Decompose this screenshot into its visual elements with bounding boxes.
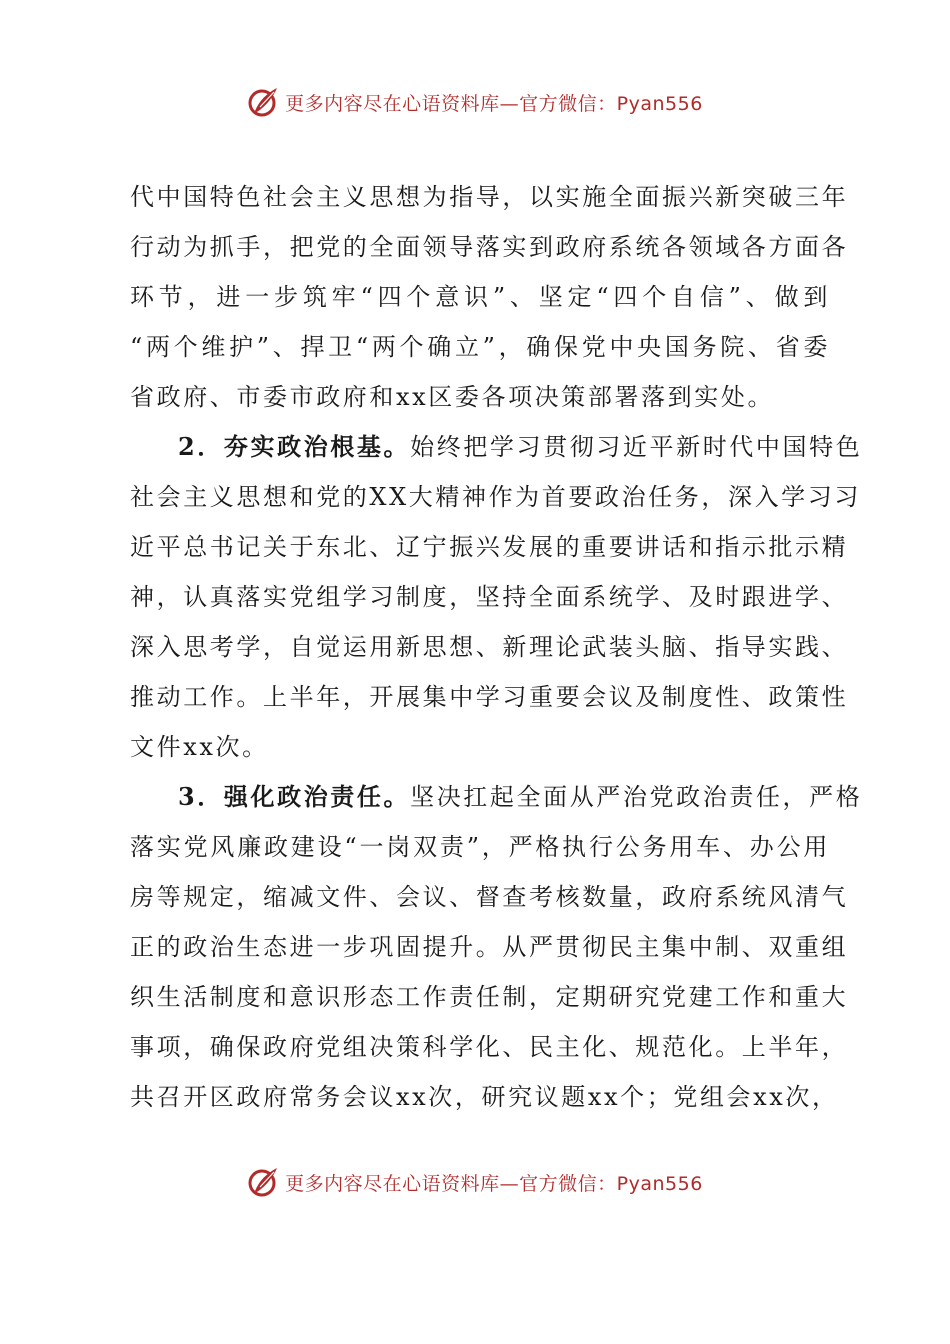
wechat-id: Pyan556 xyxy=(616,1172,703,1195)
paragraph-continuation xyxy=(130,172,849,422)
banner-text: 更多内容尽在心语资料库—官方微信：Pyan556 xyxy=(285,92,703,115)
text-run: 坚决扛起全面从严治党政治责任，严格 xyxy=(410,783,863,811)
text-line xyxy=(130,772,863,822)
text-line: 正的政治生态进一步巩固提升。从严贯彻民主集中制、双重组 xyxy=(130,933,849,961)
text-line: 深入思考学，自觉运用新思想、新理论武装头脑、指导实践、 xyxy=(130,633,849,661)
text-line: 社会主义思想和党的XX大精神作为首要政治任务，深入学习习 xyxy=(130,483,861,511)
text-line: “两个维护”、捍卫“两个确立”，确保党中央国务院、省委 xyxy=(130,333,830,361)
text-line: 环节，进一步筑牢“四个意识”、坚定“四个自信”、做到 xyxy=(130,283,830,311)
text-line: 落实党风廉政建设“一岗双责”，严格执行公务用车、办公用 xyxy=(130,833,830,861)
banner-text: 更多内容尽在心语资料库—官方微信：Pyan556 xyxy=(285,1172,703,1195)
paragraph-political-foundation xyxy=(130,422,863,772)
text-line: 省政府、市委市政府和xx区委各项决策部署落到实处。 xyxy=(130,383,775,411)
header-watermark-banner xyxy=(0,82,950,122)
text-run: 始终把学习贯彻习近平新时代中国特色 xyxy=(410,433,863,461)
document-body xyxy=(130,172,863,1122)
text-line: 文件xx次。 xyxy=(130,733,269,761)
text-line: 代中国特色社会主义思想为指导，以实施全面振兴新突破三年 xyxy=(130,183,849,211)
section-heading: 3．强化政治责任。 xyxy=(178,782,411,811)
text-line: 推动工作。上半年，开展集中学习重要会议及制度性、政策性 xyxy=(130,683,849,711)
text-line: 事项，确保政府党组决策科学化、民主化、规范化。上半年， xyxy=(130,1033,849,1061)
text-line xyxy=(130,422,863,472)
text-line: 行动为抓手，把党的全面领导落实到政府系统各领域各方面各 xyxy=(130,233,849,261)
text-line: 神，认真落实党组学习制度，坚持全面系统学、及时跟进学、 xyxy=(130,583,849,611)
text-line: 织生活制度和意识形态工作责任制，定期研究党建工作和重大 xyxy=(130,983,849,1011)
quill-logo-icon xyxy=(247,85,281,119)
footer-watermark-banner xyxy=(0,1162,950,1202)
text-line: 近平总书记关于东北、辽宁振兴发展的重要讲话和指示批示精 xyxy=(130,533,849,561)
wechat-id: Pyan556 xyxy=(616,92,703,115)
text-line: 共召开区政府常务会议xx次，研究议题xx个；党组会xx次， xyxy=(130,1083,839,1111)
section-heading: 2．夯实政治根基。 xyxy=(178,432,411,461)
quill-logo-icon xyxy=(247,1165,281,1199)
text-line: 房等规定，缩减文件、会议、督查考核数量，政府系统风清气 xyxy=(130,883,849,911)
paragraph-political-responsibility xyxy=(130,772,863,1122)
